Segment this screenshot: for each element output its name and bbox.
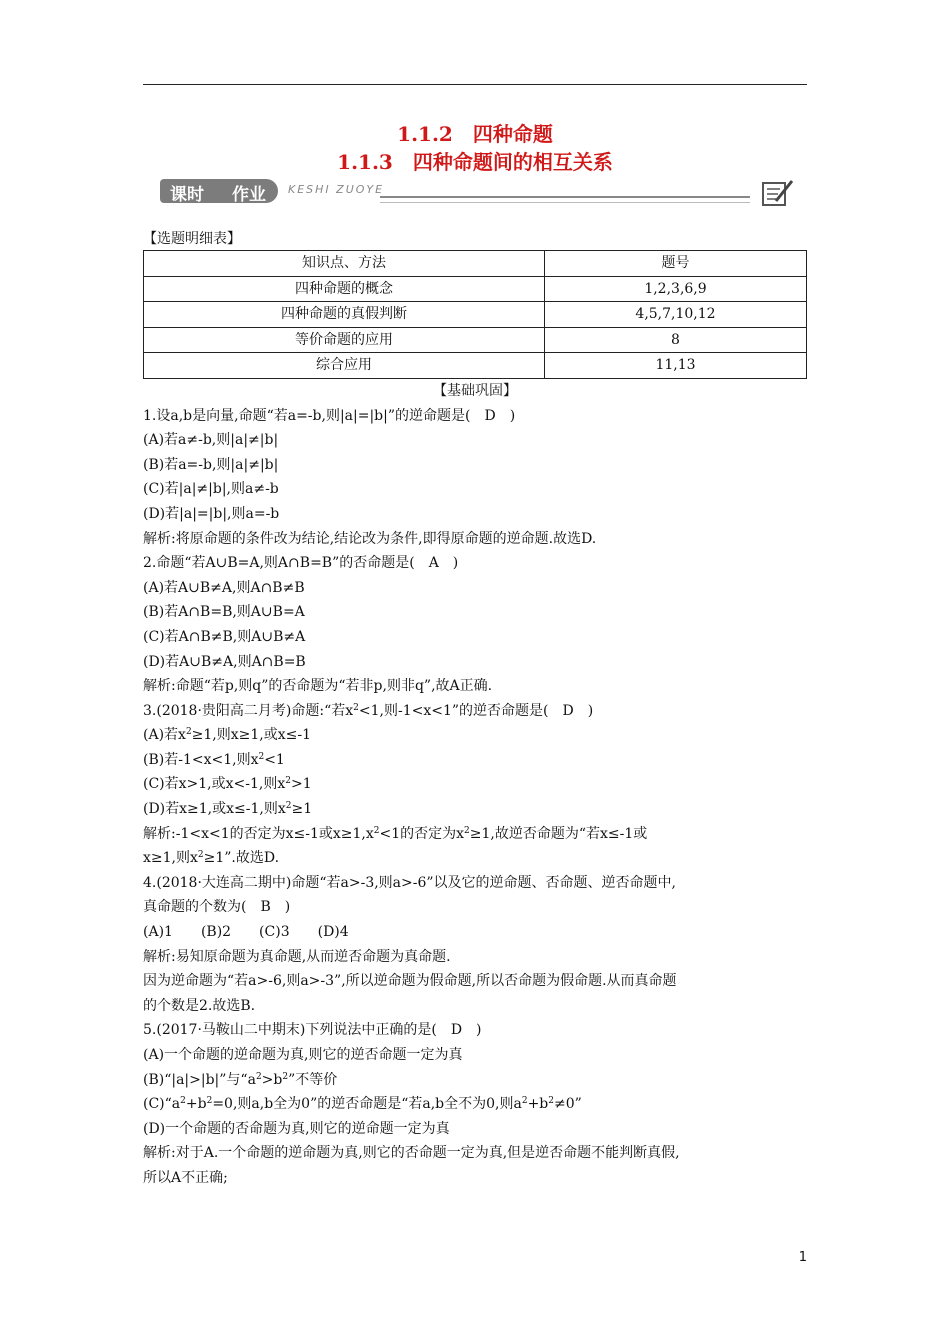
q2-option-a: (A)若A∪B≠A,则A∩B≠B — [143, 579, 305, 596]
q1-option-d: (D)若|a|=|b|,则a=-b — [143, 505, 280, 522]
table-cell-numbers: 4,5,7,10,12 — [545, 302, 807, 328]
banner-label-left: 课时 — [170, 185, 204, 205]
q3-stem: 3.(2018·贵阳高二月考)命题:“若$x^2<1$,则-1<x<1”的逆否命题是( D ) — [143, 702, 594, 719]
q3-option-c: (C)若x>1,或x<-1,则$x^2>1$ — [143, 776, 312, 793]
q4-analysis-line-2: 因为逆命题为“若a>-6,则a>-3”,所以逆命题为假命题,所以否命题为假命题.从而真命题 — [143, 973, 677, 990]
q3-option-b: (B)若-1<x<1,则$x^2<1$ — [143, 751, 285, 768]
table-cell-numbers: 11,13 — [545, 353, 807, 379]
q4-stem-line-2: 真命题的个数为( B ) — [143, 899, 291, 916]
table-row — [144, 353, 807, 379]
banner-pinyin: KESHI ZUOYE — [288, 183, 385, 196]
banner-label-right: 作业 — [232, 185, 266, 205]
section-banner — [160, 177, 800, 209]
q1-analysis: 解析:将原命题的条件改为结论,结论改为条件,即得原命题的逆命题.故选D. — [143, 530, 597, 547]
table-header-row — [144, 251, 807, 277]
q5-option-a: (A)一个命题的逆命题为真,则它的逆否命题一定为真 — [143, 1047, 463, 1063]
q5-stem: 5.(2017·马鞍山二中期末)下列说法中正确的是( D ) — [143, 1022, 482, 1039]
table-cell-topic: 综合应用 — [144, 353, 545, 379]
q5-option-c: $(C)“a^2+b^2=0$,则a,b全为0”的逆否命题是“若a,b全不为0,则$a^2+b^2\ne 0$” — [143, 1096, 582, 1113]
q5-option-d: (D)一个命题的否命题为真,则它的逆命题一定为真 — [143, 1120, 450, 1137]
page-number: 1 — [798, 1250, 807, 1265]
table-cell-topic: 四种命题的概念 — [144, 276, 545, 302]
q4-analysis-line-3: 的个数是2.故选B. — [143, 997, 256, 1014]
q1-option-b: (B)若a=-b,则|a|≠|b| — [143, 456, 279, 473]
q3-analysis-line-2: x≥1,则$x^2\ge 1$”.故选D. — [143, 850, 280, 867]
q3-option-a: (A)若$x^2\ge 1$,则x≥1,或x≤-1 — [143, 727, 312, 744]
q2-analysis: 解析:命题“若p,则q”的否命题为“若非p,则非q”,故A正确. — [143, 678, 493, 695]
q5-option-b: (B)“|a|>|b|”与“$a^2>b^2$”不等价 — [143, 1071, 338, 1088]
section-title: 【基础巩固】 — [433, 382, 517, 399]
q1-stem: 1.设a,b是向量,命题“若a=-b,则|a|=|b|”的逆命题是( D ) — [143, 407, 516, 424]
q2-option-c: (C)若A∩B≠B,则A∪B≠A — [143, 628, 306, 645]
q2-option-b: (B)若A∩B=B,则A∪B=A — [143, 604, 305, 621]
q2-stem: 2.命题“若A∪B=A,则A∩B=B”的否命题是( A ) — [143, 555, 459, 572]
table-cell-numbers: 8 — [545, 327, 807, 353]
q2-option-d: (D)若A∪B≠A,则A∩B=B — [143, 653, 306, 670]
q3-analysis-line-1: 解析:-1<x<1的否定为x≤-1或$x\ge 1,x^2<1$的否定为$x^2\ge 1$,故逆否命题为“若x≤-1或 — [143, 825, 648, 842]
table-row — [144, 276, 807, 302]
table-row — [144, 302, 807, 328]
table-cell-topic: 四种命题的真假判断 — [144, 302, 545, 328]
q4-options: (A)1 (B)2 (C)3 (D)4 — [143, 924, 349, 941]
topic-table — [143, 250, 807, 379]
table-label: 【选题明细表】 — [143, 231, 241, 247]
top-rule — [143, 84, 807, 85]
notebook-pen-icon — [760, 177, 796, 209]
q5-analysis-line-1: 解析:对于A.一个命题的逆命题为真,则它的否命题一定为真,但是逆否命题不能判断真假, — [143, 1145, 680, 1162]
q1-option-c: (C)若|a|≠|b|,则a≠-b — [143, 481, 279, 498]
table-cell-topic: 等价命题的应用 — [144, 327, 545, 353]
worksheet-content — [143, 228, 807, 1191]
q3-option-d: (D)若x≥1,或x≤-1,则$x^2\ge 1$ — [143, 801, 313, 818]
table-header-numbers: 题号 — [545, 251, 807, 277]
table-cell-numbers: 1,2,3,6,9 — [545, 276, 807, 302]
banner-rule — [380, 196, 750, 203]
q4-stem-line-1: 4.(2018·大连高二期中)命题“若a>-3,则a>-6”以及它的逆命题、否命题、逆否命题中, — [143, 874, 677, 891]
table-row — [144, 327, 807, 353]
title-line-2: 1.1.3 四种命题间的相互关系 — [337, 150, 613, 174]
q1-option-a: (A)若a≠-b,则|a|≠|b| — [143, 432, 279, 449]
table-header-topic: 知识点、方法 — [144, 251, 545, 277]
title-line-1: 1.1.2 四种命题 — [397, 122, 553, 146]
q5-analysis-line-2: 所以A不正确; — [143, 1169, 228, 1186]
title-block — [143, 120, 807, 176]
q4-analysis-line-1: 解析:易知原命题为真命题,从而逆否命题为真命题. — [143, 948, 451, 965]
